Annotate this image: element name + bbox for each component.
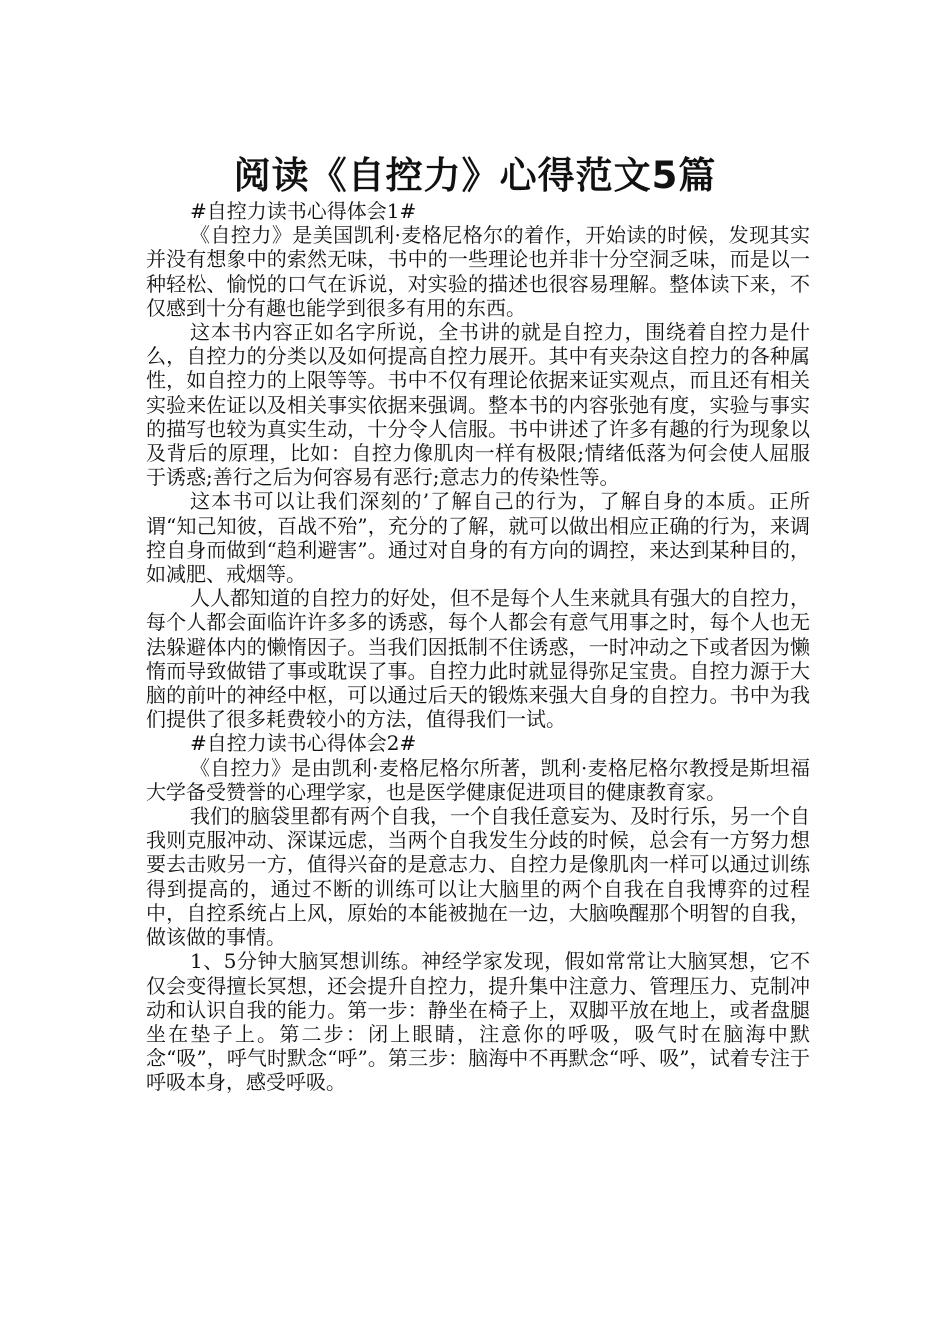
- section-heading-2: #自控力读书心得体会2#: [190, 731, 417, 756]
- paragraph: 人人都知道的自控力的好处，但不是每个人生来就具有强大的自控力，每个人都会面临许许多多的诱惑，每个人都会有意气用事之时，每个人也无法躲避体内的懒惰因子。当我们因抵制不住诱惑，一时冲动之下或者因为懒惰而导致做错了事或耽误了事。自控力此时就显得弥足宝贵。自控力源于大脑的前叶的神经中枢，可以通过后天的锻炼来强大自身的自控力。书中为我们提供了很多耗费较小的方法，值得我们一试。: [146, 586, 810, 732]
- paragraph: 1、5分钟大脑冥想训练。神经学家发现，假如常常让大脑冥想，它不仅会变得擅长冥想，还会提升自控力，提升集中注意力、管理压力、克制冲动和认识自我的能力。第一步：静坐在椅子上，双脚平放在地上，或者盘腿坐在垫子上。第二步：闭上眼睛，注意你的呼吸，吸气时在脑海中默念“吸”，呼气时默念“呼”。第三步：脑海中不再默念“呼、吸”，试着专注于呼吸本身，感受呼吸。: [146, 949, 810, 1095]
- paragraph: 我们的脑袋里都有两个自我，一个自我任意妄为、及时行乐，另一个自我则克服冲动、深谋远虑，当两个自我发生分歧的时候，总会有一方努力想要去击败另一方，值得兴奋的是意志力、自控力是像肌肉一样可以通过训练得到提高的，通过不断的训练可以让大脑里的两个自我在自我博弈的过程中，自控系统占上风，原始的本能被抛在一边，大脑唤醒那个明智的自我，做该做的事情。: [146, 804, 810, 950]
- paragraph: 《自控力》是由凯利·麦格尼格尔所著，凯利·麦格尼格尔教授是斯坦福大学备受赞誉的心理学家，也是医学健康促进项目的健康教育家。: [146, 755, 810, 804]
- paragraph: 这本书可以让我们深刻的’了解自己的行为，了解自身的本质。正所谓“知己知彼，百战不殆”，充分的了解，就可以做出相应正确的行为，来调控自身而做到“趋利避害”。通过对自身的有方向的调控，来达到某种目的，如减肥、戒烟等。: [146, 489, 810, 587]
- document-title: 阅读《自控力》心得范文5篇: [233, 153, 717, 197]
- paragraph: 《自控力》是美国凯利·麦格尼格尔的着作，开始读的时候，发现其实并没有想象中的索然无味，书中的一些理论也并非十分空洞乏味，而是以一种轻松、愉悦的口气在诉说，对实验的描述也很容易理解。整体读下来，不仅感到十分有趣也能学到很多有用的东西。: [146, 223, 810, 320]
- paragraph: 这本书内容正如名字所说，全书讲的就是自控力，围绕着自控力是什么，自控力的分类以及如何提高自控力展开。其中有夹杂这自控力的各种属性，如自控力的上限等等。书中不仅有理论依据来证实观点，而且还有相关实验来佐证以及相关事实依据来强调。整本书的内容张弛有度，实验与事实的描写也较为真实生动，十分令人信服。书中讲述了许多有趣的行为现象以及背后的原理，比如：自控力像肌肉一样有极限;情绪低落为何会使人屈服于诱惑;善行之后为何容易有恶行;意志力的传染性等。: [146, 320, 810, 490]
- section-heading-1: #自控力读书心得体会1#: [190, 199, 417, 223]
- document-body: [146, 199, 810, 1095]
